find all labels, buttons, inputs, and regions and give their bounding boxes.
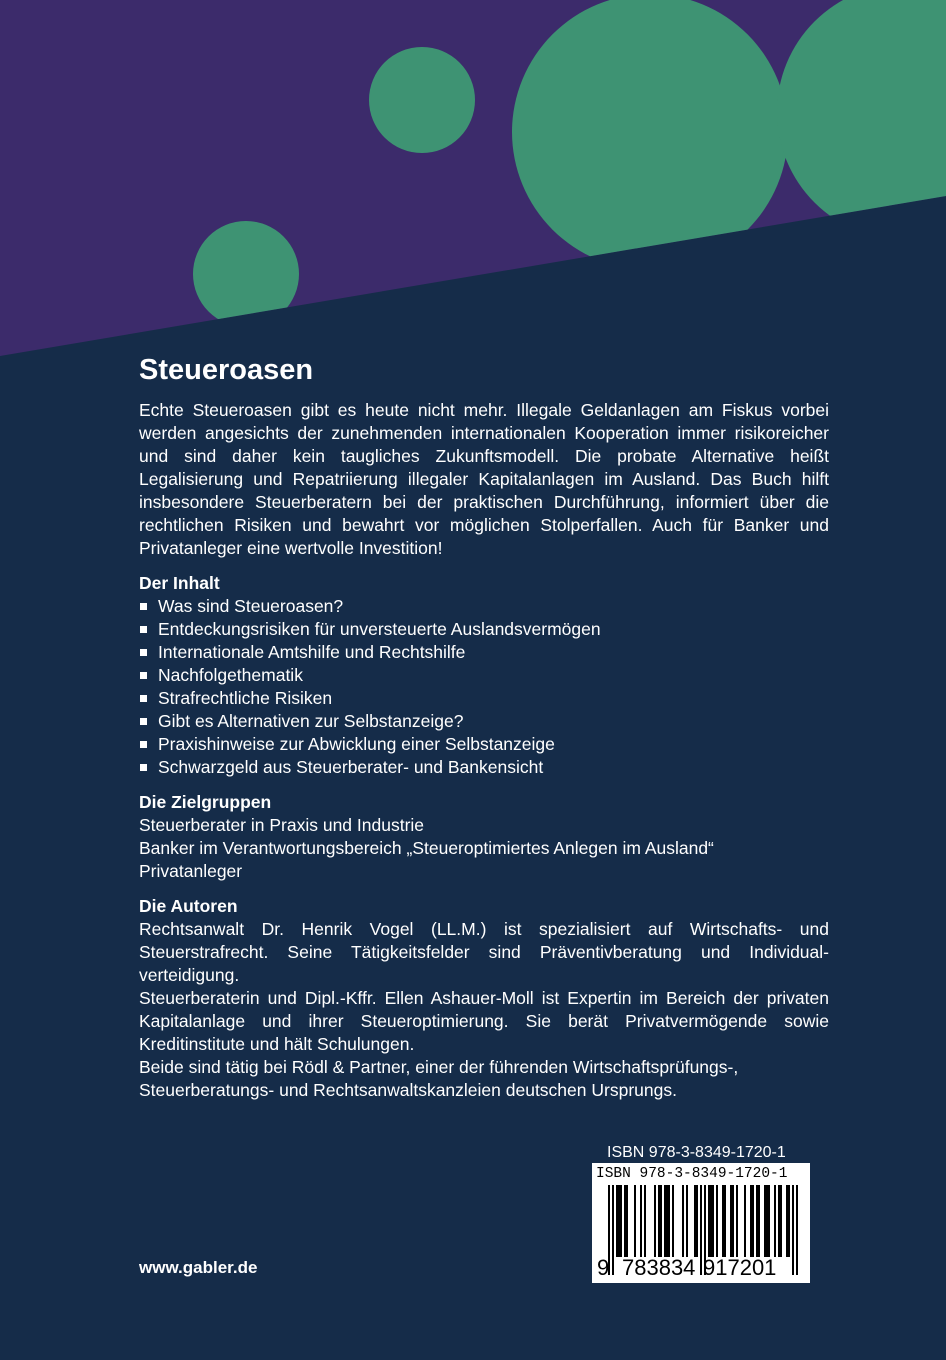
autoren-paragraph: Rechtsanwalt Dr. Henrik Vogel (LL.M.) ist spezialisiert auf Wirtschafts- und Steuerstrafrecht. Seine Tätigkeitsfelder sind Präventivberatung und Individualverteidigung. (139, 919, 829, 985)
list-item: Entdeckungsrisiken für unversteuerte Auslandsvermögen (139, 618, 829, 641)
barcode-bar (724, 1185, 726, 1257)
barcode-bar (682, 1185, 684, 1257)
barcode-guard-bar (700, 1185, 702, 1275)
barcode-bar (768, 1185, 770, 1257)
autoren-paragraph: Steuerberaterin und Dipl.-Kffr. Ellen Ashauer-Moll ist Expertin im Bereich der privaten Kapitalanlage und ihrer Steueroptimierung. Sie berät Privatvermögende sowie Kreditinstitute und hält Schulungen. (139, 988, 829, 1054)
barcode-bar (750, 1185, 752, 1257)
barcode-bar (774, 1185, 776, 1257)
isbn-label: ISBN 978-3-8349-1720-1 (607, 1144, 786, 1161)
barcode-bar (730, 1185, 732, 1257)
zielgruppen-heading: Die Zielgruppen (139, 792, 272, 812)
intro-paragraph: Echte Steueroasen gibt es heute nicht mehr. Illegale Geldanlagen am Fiskus vorbei werden angesichts der zunehmenden internationalen Kooperation immer risikoreicher und sind daher kein taugliches Zukunftsmodell. Die probate Alternative heißt Legalisierung und Repatriierung illegaler Kapitalanlagen im Ausland. Das Buch hilft insbesondere Steuerberatern bei der praktischen Durchführung, informiert über die rechtlichen Risiken und bewahrt vor möglichen Stolperfallen. Auch für Banker und Privatanleger eine wertvolle Investition! (139, 400, 829, 558)
barcode-bar (736, 1185, 738, 1257)
list-item: Was sind Steueroasen? (139, 595, 829, 618)
barcode-bar (722, 1185, 724, 1257)
barcode-bar (696, 1185, 698, 1257)
barcode-bar (756, 1185, 758, 1257)
inhalt-heading: Der Inhalt (139, 573, 220, 593)
barcode-bar (672, 1185, 674, 1257)
list-item: Nachfolgethematik (139, 664, 829, 687)
barcode-bar (786, 1185, 788, 1257)
barcode-bar (660, 1185, 662, 1257)
list-item: Praxishinweise zur Abwicklung einer Selbstanzeige (139, 733, 829, 756)
zielgruppen-line: Banker im Verantwortungsbereich „Steueroptimiertes Anlegen im Ausland“ (139, 838, 714, 858)
barcode-bar (744, 1185, 746, 1257)
barcode-bar (752, 1185, 754, 1257)
autoren-heading: Die Autoren (139, 896, 238, 916)
green-circle-small (193, 221, 299, 327)
barcode-digit-first: 9 (597, 1255, 610, 1280)
barcode-bar (654, 1185, 656, 1257)
autoren-paragraph: Beide sind tätig bei Rödl & Partner, einer der führenden Wirtschaftsprüfungs-, Steuerberatungs- und Rechtsanwaltskanzleien deutschen Ursprungs. (139, 1057, 739, 1100)
barcode-bar (766, 1185, 768, 1257)
barcode-bar (716, 1185, 718, 1257)
barcode-guard-bar (612, 1185, 614, 1275)
isbn-barcode (592, 1163, 810, 1283)
book-title: Steueroasen (139, 354, 314, 386)
barcode-bar (758, 1185, 760, 1257)
list-item: Strafrechtliche Risiken (139, 687, 829, 710)
publisher-website: www.gabler.de (139, 1258, 258, 1277)
barcode-bar (668, 1185, 670, 1257)
barcode-bar (658, 1185, 660, 1257)
zielgruppen-line: Privatanleger (139, 861, 243, 881)
barcode-bar (764, 1185, 766, 1257)
list-item: Gibt es Alternativen zur Selbstanzeige? (139, 710, 829, 733)
green-circle-medium (369, 47, 475, 153)
barcode-bar (778, 1185, 780, 1257)
barcode-bar (712, 1185, 714, 1257)
barcode-bar (616, 1185, 618, 1257)
barcode-bar (708, 1185, 710, 1257)
barcode-guard-bar (796, 1185, 798, 1275)
barcode-digits-right: 917201 (703, 1255, 777, 1280)
barcode-bar (666, 1185, 668, 1257)
barcode-bar (694, 1185, 696, 1257)
zielgruppen-line: Steuerberater in Praxis und Industrie (139, 815, 425, 835)
barcode-bar (788, 1185, 790, 1257)
main-text-block (139, 350, 829, 1102)
barcode-bar (780, 1185, 782, 1257)
barcode-guard-bar (792, 1185, 794, 1275)
barcode-bar (626, 1185, 628, 1257)
barcode-bar (732, 1185, 734, 1257)
barcode-bar (710, 1185, 712, 1257)
green-circle-large (512, 0, 788, 270)
barcode-digits-left: 783834 (622, 1255, 696, 1280)
barcode-bar (618, 1185, 620, 1257)
list-item: Schwarzgeld aus Steuerberater- und Bankensicht (139, 756, 829, 779)
barcode-bar (634, 1185, 636, 1257)
inhalt-list (139, 595, 829, 779)
barcode-bar (624, 1185, 626, 1257)
barcode-bar (644, 1185, 646, 1257)
barcode-bar (640, 1185, 642, 1257)
barcode-isbn-text: ISBN 978-3-8349-1720-1 (596, 1166, 788, 1182)
list-item: Internationale Amtshilfe und Rechtshilfe (139, 641, 829, 664)
barcode-bar (620, 1185, 622, 1257)
barcode-bar (686, 1185, 688, 1257)
barcode-bar (664, 1185, 666, 1257)
